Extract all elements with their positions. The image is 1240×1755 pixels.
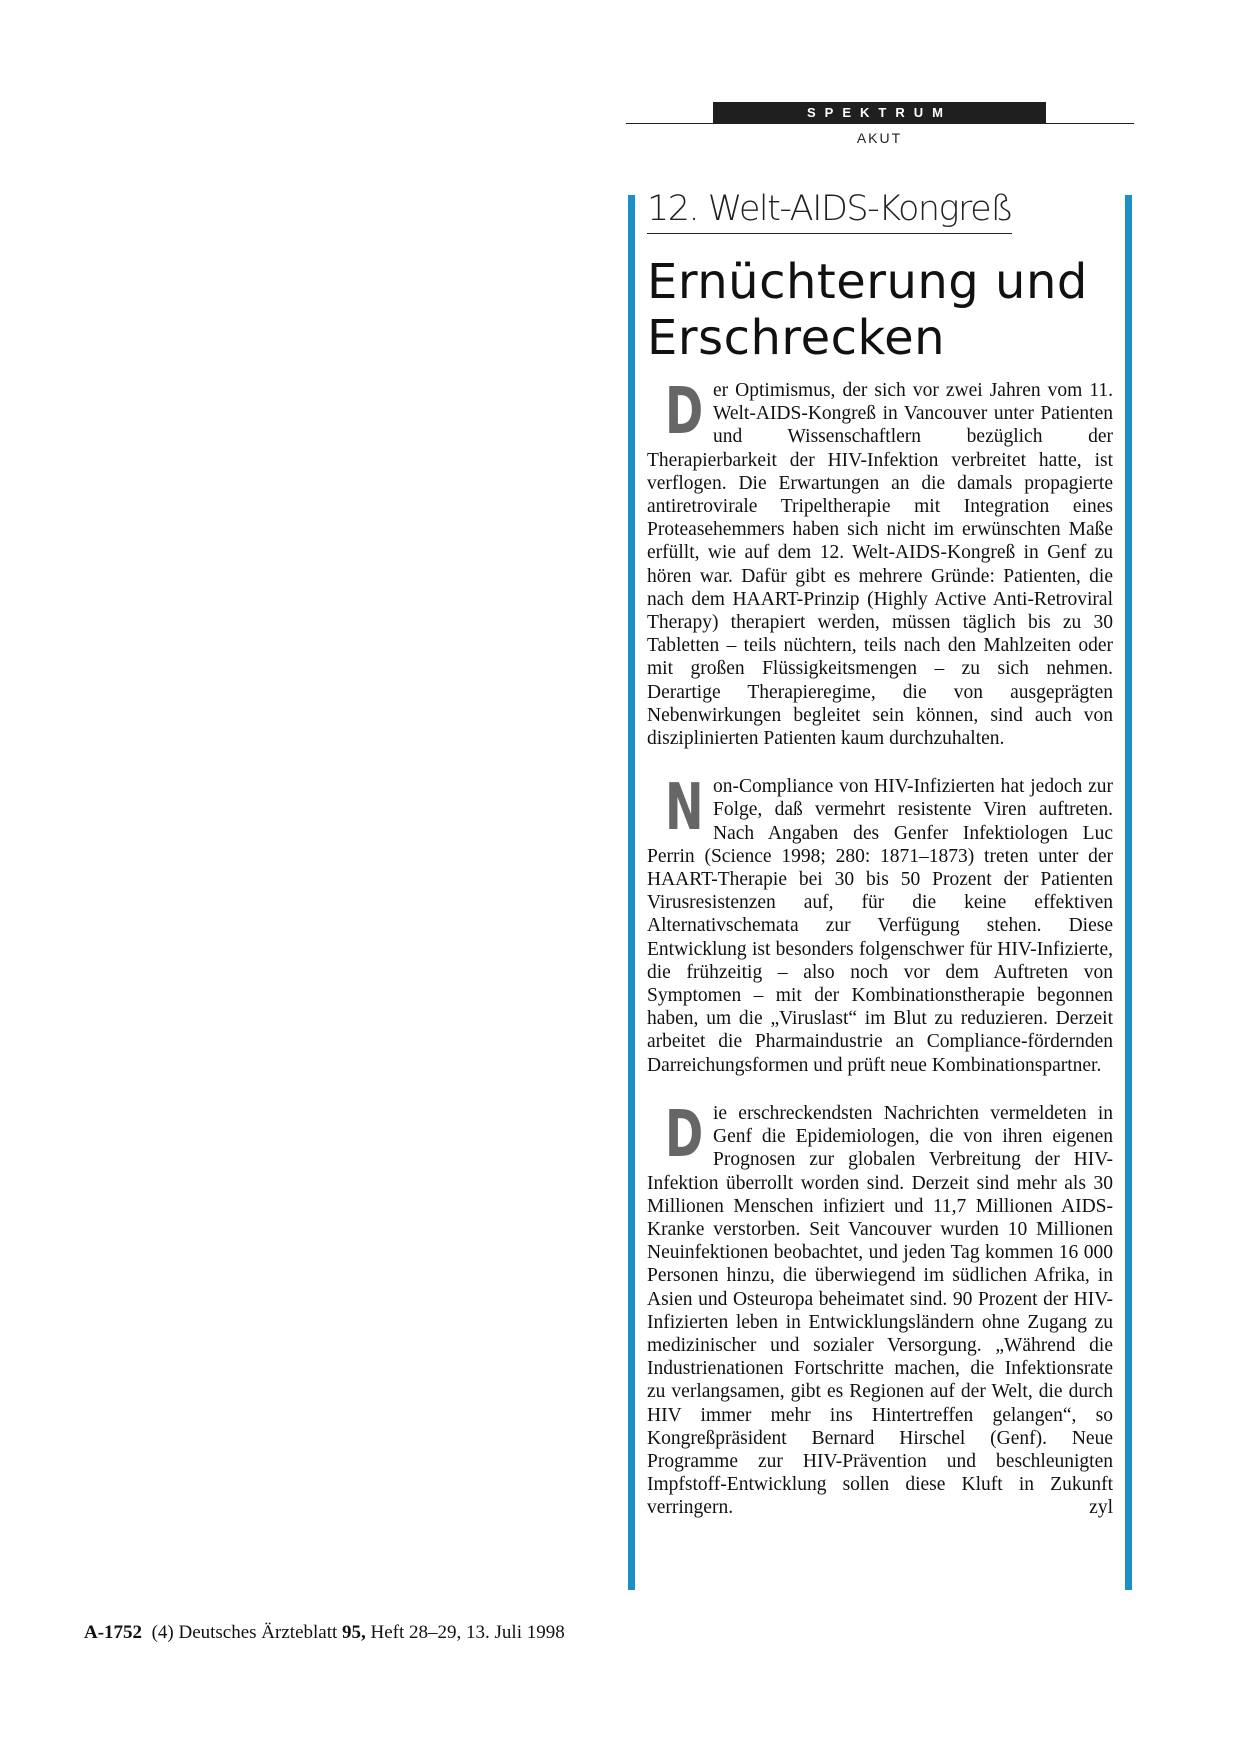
article-kicker: 12. Welt-AIDS-Kongreß xyxy=(647,190,1012,234)
paragraph-text: er Optimismus, der sich vor zwei Jahren vom 11. Welt-AIDS-Kongreß in Vancouver unter Patienten und Wissenschaftlern bezüglich der Therapierbarkeit der HIV-Infektion verbreitet hatte, ist verflogen. Die Erwartungen an die damals propagierte antiretrovirale Tripeltherapie mit Integration eines Proteasehemmers haben sich nicht im erwünschten Maße erfüllt, wie auf dem 12. Welt-AIDS-Kongreß in Genf zu hören war. Dafür gibt es mehrere Gründe: Patienten, die nach dem HAART-Prinzip (Highly Active Anti-Retroviral Therapy) therapiert werden, müssen täglich bis zu 30 Tabletten – teils nüchtern, teils nach den Mahlzeiten oder mit großen Flüssigkeitsmengen – zu sich nehmen. Derartige Therapieregime, die von ausgeprägten Nebenwirkungen begleitet sein können, sind auch von disziplinierten Patienten kaum durchzuhalten. xyxy=(647,380,1113,750)
subsection-label: AKUT xyxy=(856,130,903,146)
drop-cap: D xyxy=(665,1097,704,1172)
section-label: SPEKTRUM xyxy=(713,102,1046,123)
accent-bar-left xyxy=(628,195,635,1590)
article-headline: Ernüchterung und Erschrecken xyxy=(647,254,1088,366)
issue-date: Heft 28–29, 13. Juli 1998 xyxy=(370,1622,565,1643)
issue-page: (4) xyxy=(151,1622,174,1643)
article-body xyxy=(647,375,1113,1545)
drop-cap: N xyxy=(665,771,704,846)
header-rule xyxy=(626,123,1134,124)
journal-name: Deutsches Ärzteblatt xyxy=(178,1622,338,1643)
volume-number: 95, xyxy=(342,1622,366,1643)
paragraph xyxy=(647,375,1113,750)
paragraph xyxy=(647,1097,1113,1520)
paragraph-text: on-Compliance von HIV-Infizierten hat jedoch zur Folge, daß vermehrt resistente Viren auftreten. Nach Angaben des Genfer Infektiologen Luc Perrin (Science 1998; 280: 1871–1873) treten unter der HAART-Therapie bei 30 bis 50 Prozent der Patienten Virusresistenzen auf, für die keine effektiven Alternativschemata zur Verfügung stehen. Diese Entwicklung ist besonders folgenschwer für HIV-Infizierte, die frühzeitig – also noch vor dem Auftreten von Symptomen – mit der Kombinationstherapie begonnen haben, um die „Viruslast“ im Blut zu reduzieren. Derzeit arbeitet die Pharmaindustrie an Compliance-fördernden Darreichungsformen und prüft neue Kombinationspartner. xyxy=(647,776,1113,1076)
page-number: A-1752 xyxy=(84,1622,143,1643)
paragraph-text: ie erschreckendsten Nachrichten vermeldeten in Genf die Epidemiologen, die von ihren eigenen Prognosen zur globalen Verbreitung der HIV-Infektion überrollt worden sind. Derzeit sind mehr als 30 Millionen Menschen infiziert und 11,7 Millionen AIDS-Kranke verstorben. Seit Vancouver wurden 10 Millionen Neuinfektionen beobachtet, und jeden Tag kommen 16 000 Personen hinzu, die überwiegend im südlichen Afrika, in Asien und Osteuropa beheimatet sind. 90 Prozent der HIV-Infizierten leben in Entwicklungsländern ohne Zugang zu medizinischer und sozialer Versorgung. „Während die Industrienationen Fortschritte machen, die Infektionsrate zu verlangsamen, gibt es Regionen auf der Welt, die durch HIV immer mehr ins Hintertreffen gelangen“, so Kongreßpräsident Bernard Hirschel (Genf). Neue Programme zur HIV-Prävention und beschleunigten Impfstoff-Entwicklung sollen diese Kluft in Zukunft verringern. xyxy=(647,1102,1113,1519)
author-signature: zyl xyxy=(1089,1497,1113,1519)
page-footer xyxy=(84,1622,565,1644)
accent-bar-right xyxy=(1125,195,1132,1590)
paragraph xyxy=(647,771,1113,1077)
drop-cap: D xyxy=(665,375,704,449)
